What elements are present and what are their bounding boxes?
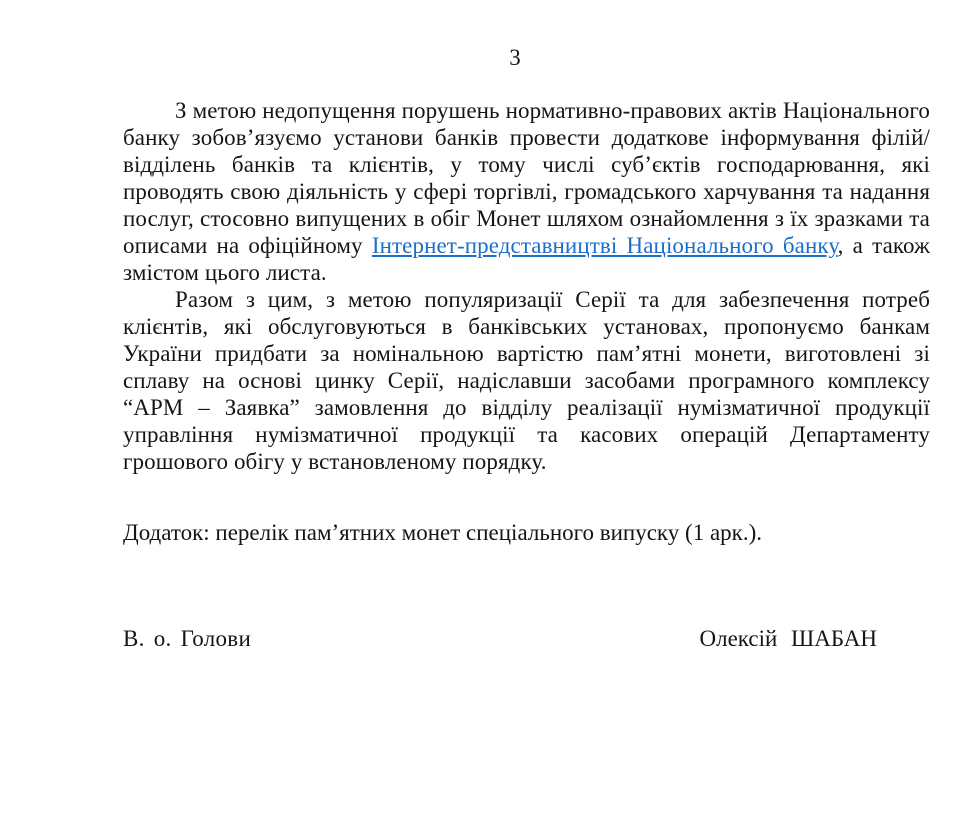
paragraph-1-text-after-link: , а також змістом цього листа. [123,233,931,285]
signature-name: Олексій ШАБАН [699,626,877,651]
paragraph-1-text-before-link: З метою недопущення порушень нормативно-правових актів Національного банку зобов’язуємо установи банків провести додаткове інформування філій/відділень банків та клієнтів, у тому числі суб’єктів господарювання, які проводять свою діяльність у сфері торгівлі, громадського харчування та надання послуг, стосовно випущених в обіг Монет шляхом ознайомлення з їх зразками та описами на офіційному [123,98,930,258]
signature-block [123,625,930,652]
signature-position: В. о. Голови [123,626,252,651]
internet-representation-link[interactable]: Інтернет-представництві Національного банку [371,233,838,258]
paragraph-2: Разом з цим, з метою популяризації Серії та для забезпечення потреб клієнтів, які обслуговуються в банківських установах, пропонуємо банкам України придбати за номінальною вартістю пам’ятні монети, виготовлені зі сплаву на основі цинку Серії, надіславши засобами програмного комплексу “АРМ – Заявка” замовлення до відділу реалізації нумізматичної продукції управління нумізматичної продукції та касових операцій Департаменту грошового обігу у встановленому порядку. [123,287,930,474]
letter-body [123,97,930,475]
attachment-note: Додаток: перелік пам’ятних монет спеціального випуску (1 арк.). [123,520,762,545]
page-number: 3 [509,45,521,70]
paragraph-1 [123,97,930,286]
